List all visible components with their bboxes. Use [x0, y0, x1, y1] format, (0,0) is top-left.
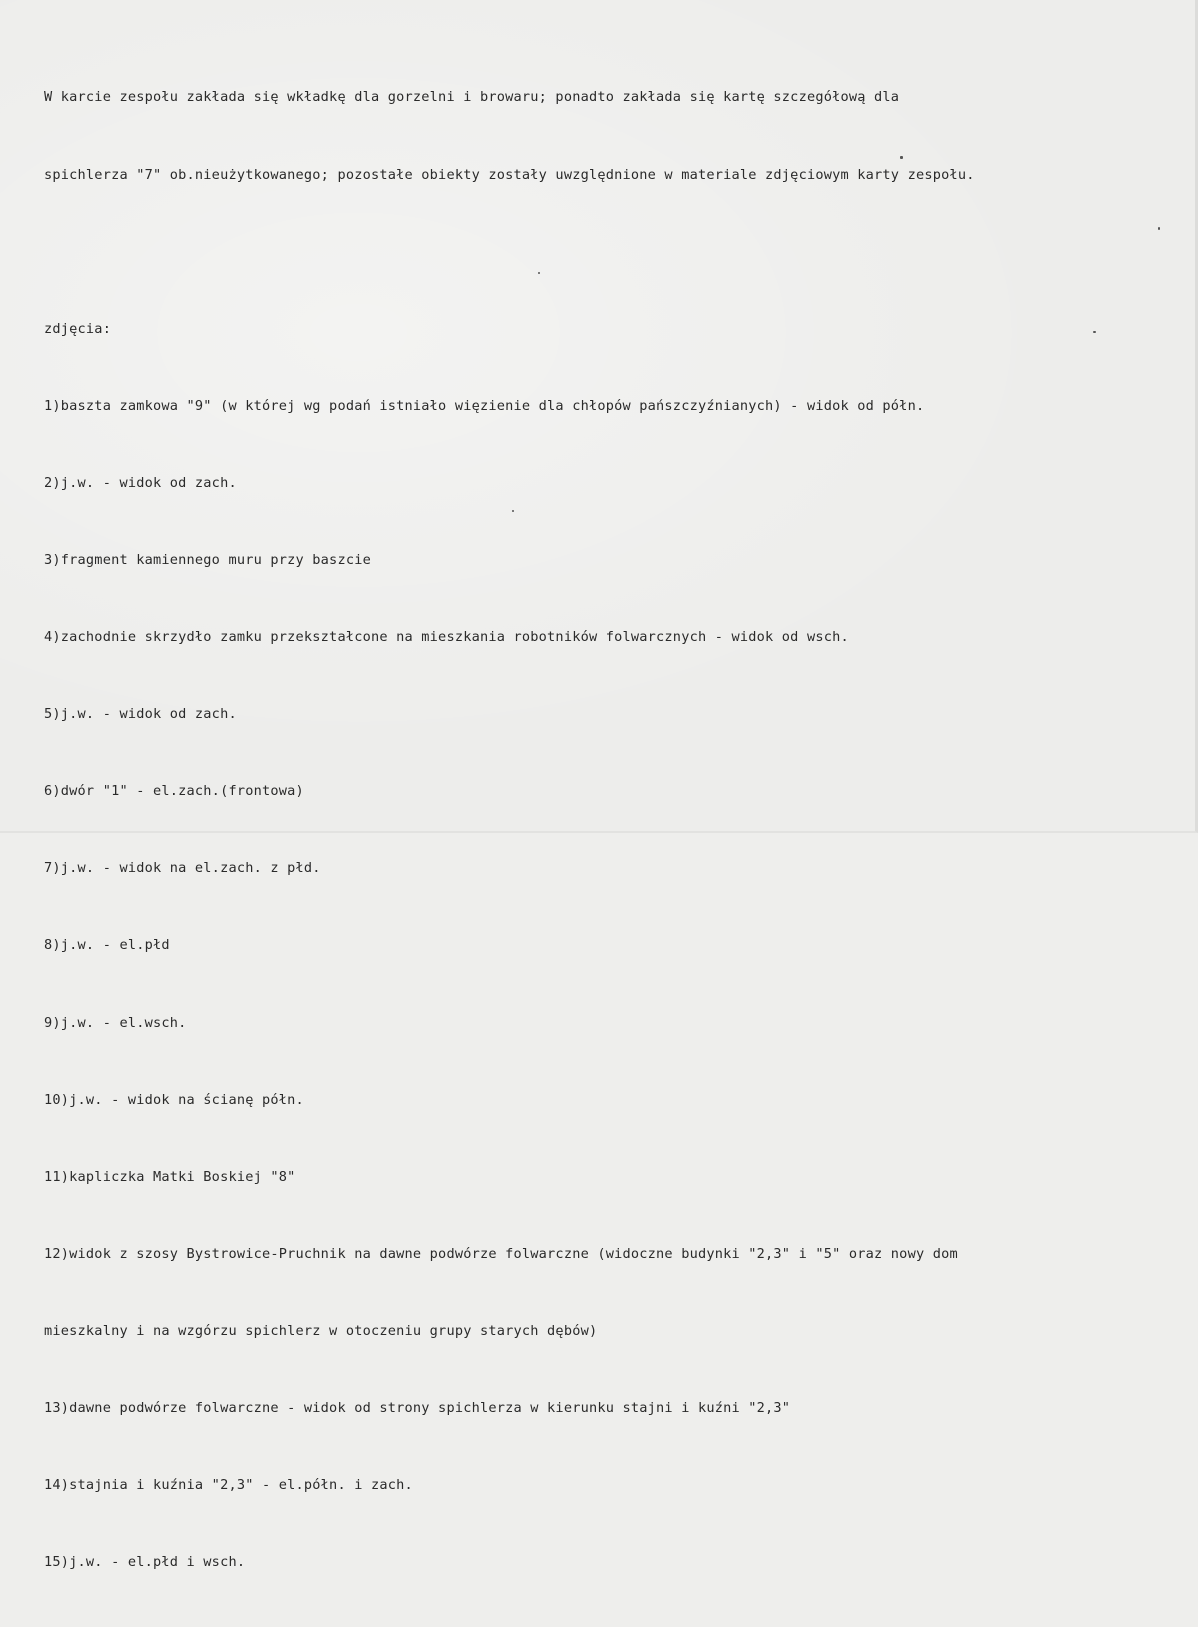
paper-speck — [900, 156, 903, 159]
photo-item: 15)j.w. - el.płd i wsch. — [44, 1554, 246, 1571]
paper-speck — [1093, 331, 1096, 333]
photo-item: 7)j.w. - widok na el.zach. z płd. — [44, 860, 321, 877]
intro-line: W karcie zespołu zakłada się wkładkę dla gorzelni i browaru; ponadto zakłada się kartę szczegółową dla — [44, 89, 900, 106]
paper-speck — [512, 510, 514, 512]
photo-item: 1)baszta zamkowa "9" (w której wg podań istniało więzienie dla chłopów pańszczyźnianych) - widok od półn. — [44, 397, 925, 414]
photo-item-continuation: mieszkalny i na wzgórzu spichlerz w otoczeniu grupy starych dębów) — [44, 1322, 598, 1339]
photo-item: 4)zachodnie skrzydło zamku przekształcone na mieszkania robotników folwarcznych - widok od wsch. — [44, 629, 849, 646]
typewritten-text — [44, 34, 1184, 1627]
blank-line — [44, 240, 1184, 266]
photo-item: 3)fragment kamiennego muru przy baszcie — [44, 551, 371, 568]
photo-item: 9)j.w. - el.wsch. — [44, 1014, 187, 1031]
photo-item: 12)widok z szosy Bystrowice-Pruchnik na dawne podwórze folwarczne (widoczne budynki "2,3" i "5" oraz nowy dom — [44, 1245, 958, 1262]
photo-item: 2)j.w. - widok od zach. — [44, 474, 237, 491]
photo-item: 14)stajnia i kuźnia "2,3" - el.półn. i zach. — [44, 1477, 413, 1494]
photo-item: 10)j.w. - widok na ścianę półn. — [44, 1091, 304, 1108]
photo-item: 11)kapliczka Matki Boskiej "8" — [44, 1168, 296, 1185]
photo-item: 8)j.w. - el.płd — [44, 937, 170, 954]
paper-speck — [538, 272, 540, 274]
paper-speck — [1158, 227, 1160, 230]
photo-item: 6)dwór "1" - el.zach.(frontowa) — [44, 783, 304, 800]
intro-line: spichlerza "7" ob.nieużytkowanego; pozostałe obiekty zostały uwzględnione w materiale zdjęciowym karty zespołu. — [44, 166, 975, 183]
photo-item: 13)dawne podwórze folwarczne - widok od strony spichlerza w kierunku stajni i kuźni "2,3" — [44, 1400, 791, 1416]
photo-item: 5)j.w. - widok od zach. — [44, 706, 237, 723]
photos-heading: zdjęcia: — [44, 320, 112, 337]
